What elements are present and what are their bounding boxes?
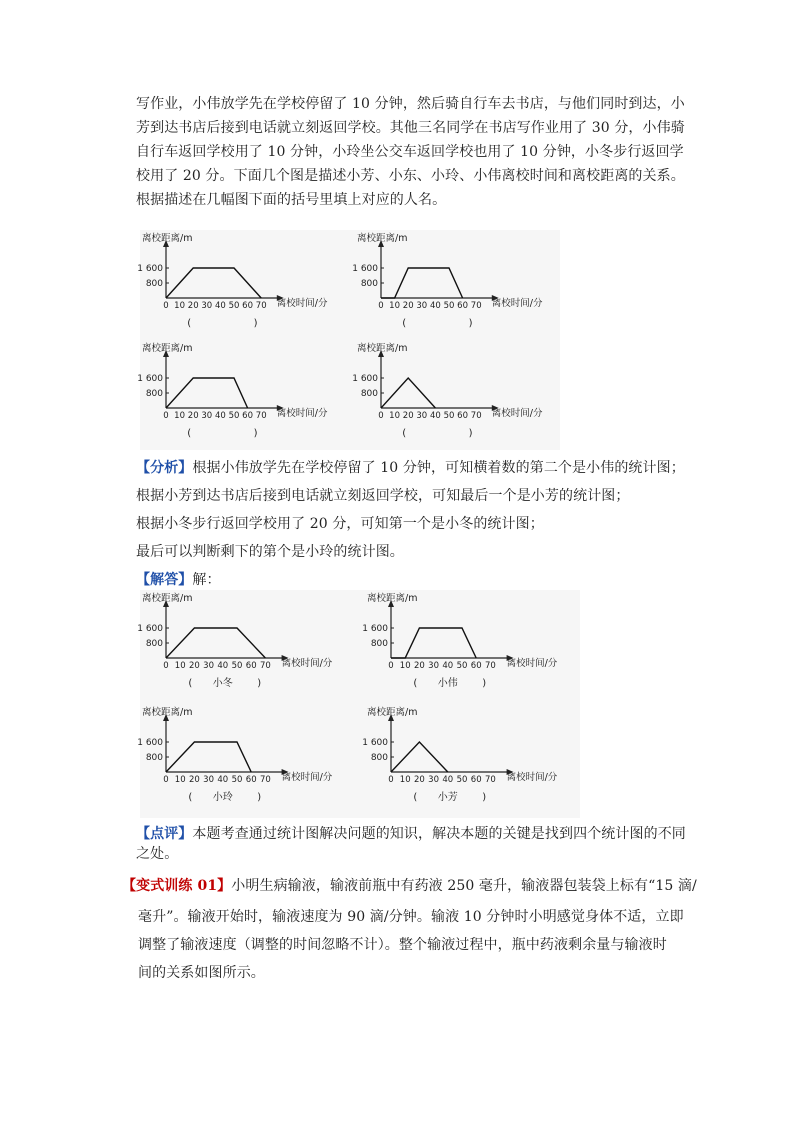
answer-bracket-right: ) xyxy=(257,792,262,803)
x-tick-label: 60 xyxy=(470,775,482,785)
y-axis-label: 离校距离/m xyxy=(367,707,418,718)
y-axis-label: 离校距离/m xyxy=(367,593,418,604)
y-axis-label: 离校距离/m xyxy=(142,593,193,604)
question-figure xyxy=(137,230,560,450)
x-tick-label: 70 xyxy=(484,775,496,785)
x-tick-label: 20 xyxy=(413,775,425,785)
variant-line: 间的关系如图所示。 xyxy=(138,965,265,981)
x-axis-label: 离校时间/分 xyxy=(491,408,543,419)
x-tick-label: 70 xyxy=(470,301,482,311)
distance-line xyxy=(381,378,435,408)
x-tick-label: 10 xyxy=(399,661,411,671)
x-tick-label: 50 xyxy=(231,775,243,785)
distance-line xyxy=(166,742,251,772)
answer-bracket-left: ( xyxy=(402,428,407,439)
x-axis-label: 离校时间/分 xyxy=(491,298,543,309)
x-tick-label: 0 xyxy=(388,661,394,671)
analysis-line: 根据小芳到达书店后接到电话就立刻返回学校，可知最后一个是小芳的统计图； xyxy=(136,488,630,504)
y-tick-label: 800 xyxy=(370,639,388,649)
x-tick-label: 40 xyxy=(429,411,441,421)
variant-block xyxy=(122,874,697,898)
y-tick-label: 800 xyxy=(145,639,163,649)
x-axis-label: 离校时间/分 xyxy=(281,772,333,783)
x-tick-label: 10 xyxy=(389,411,401,421)
x-axis-label: 离校时间/分 xyxy=(281,658,333,669)
x-tick-label: 10 xyxy=(174,775,186,785)
x-tick-label: 20 xyxy=(187,411,199,421)
answer-text: 解： xyxy=(192,572,221,588)
x-tick-label: 30 xyxy=(203,775,215,785)
question-chart-4 xyxy=(352,340,565,450)
question-chart-3 xyxy=(137,340,350,450)
x-tick-label: 30 xyxy=(416,411,428,421)
x-tick-label: 60 xyxy=(470,661,482,671)
x-tick-label: 30 xyxy=(416,301,428,311)
x-tick-label: 50 xyxy=(443,301,455,311)
x-tick-label: 20 xyxy=(402,411,414,421)
question-chart-2 xyxy=(352,230,565,340)
answer-bracket-left: ( xyxy=(187,428,192,439)
answer-bracket-right: ) xyxy=(468,318,473,329)
problem-line: 自行车返回学校用了 10 分钟，小玲坐公交车返回学校也用了 10 分钟，小冬步行返回学 xyxy=(136,144,684,160)
answer-tag: 【解答】 xyxy=(136,572,193,588)
x-tick-label: 40 xyxy=(442,775,454,785)
x-tick-label: 60 xyxy=(457,411,469,421)
y-axis-label: 离校距离/m xyxy=(357,343,408,354)
y-axis-label: 离校距离/m xyxy=(142,707,193,718)
answer-name: 小冬 xyxy=(212,678,233,689)
distance-line xyxy=(391,628,476,658)
y-tick-label: 800 xyxy=(360,389,378,399)
y-tick-label: 800 xyxy=(145,389,163,399)
x-tick-label: 50 xyxy=(443,411,455,421)
analysis-tag: 【分析】 xyxy=(136,460,193,476)
analysis-block xyxy=(136,456,685,592)
x-tick-label: 10 xyxy=(174,661,186,671)
x-axis-label: 离校时间/分 xyxy=(506,772,558,783)
x-tick-label: 40 xyxy=(214,301,226,311)
x-tick-label: 30 xyxy=(201,411,213,421)
variant-block-cont xyxy=(138,903,683,987)
y-tick-label: 1 600 xyxy=(137,374,163,384)
x-tick-label: 70 xyxy=(470,411,482,421)
answer-chart-3 xyxy=(137,704,360,818)
answer-chart-2 xyxy=(362,590,585,704)
problem-text xyxy=(136,92,685,212)
y-tick-label: 1 600 xyxy=(137,264,163,274)
x-tick-label: 10 xyxy=(174,411,186,421)
x-tick-label: 0 xyxy=(163,775,169,785)
x-tick-label: 20 xyxy=(187,301,199,311)
y-tick-label: 1 600 xyxy=(137,624,163,634)
x-tick-label: 0 xyxy=(163,411,169,421)
y-axis-label: 离校距离/m xyxy=(142,233,193,244)
x-tick-label: 0 xyxy=(163,661,169,671)
x-tick-label: 70 xyxy=(259,661,271,671)
x-tick-label: 50 xyxy=(456,661,468,671)
comment-line: 本题考查通过统计图解决问题的知识，解决本题的关键是找到四个统计图的不同 xyxy=(192,826,686,842)
answer-bracket-right: ) xyxy=(253,318,258,329)
answer-bracket-left: ( xyxy=(402,318,407,329)
answer-name: 小玲 xyxy=(212,792,233,803)
answer-bracket-left: ( xyxy=(413,792,418,803)
variant-line: 毫升”。输液开始时，输液速度为 90 滴/分钟。输液 10 分钟时小明感觉身体不适，立即 xyxy=(138,909,684,925)
x-tick-label: 50 xyxy=(231,661,243,671)
analysis-line: 根据小伟放学先在学校停留了 10 分钟，可知横着数的第二个是小伟的统计图； xyxy=(192,460,685,476)
y-tick-label: 800 xyxy=(360,279,378,289)
answer-bracket-right: ) xyxy=(253,428,258,439)
y-axis-label: 离校距离/m xyxy=(357,233,408,244)
comment-tag: 【点评】 xyxy=(136,826,193,842)
x-tick-label: 50 xyxy=(228,411,240,421)
distance-line xyxy=(391,742,448,772)
x-tick-label: 50 xyxy=(456,775,468,785)
y-tick-label: 800 xyxy=(145,753,163,763)
x-tick-label: 60 xyxy=(242,301,254,311)
answer-bracket-left: ( xyxy=(188,678,193,689)
x-tick-label: 70 xyxy=(484,661,496,671)
y-axis-label: 离校距离/m xyxy=(142,343,193,354)
x-tick-label: 0 xyxy=(163,301,169,311)
x-tick-label: 50 xyxy=(228,301,240,311)
x-tick-label: 20 xyxy=(188,661,200,671)
comment-line: 之处。 xyxy=(136,846,179,862)
y-tick-label: 1 600 xyxy=(352,374,378,384)
y-tick-label: 1 600 xyxy=(352,264,378,274)
x-tick-label: 20 xyxy=(188,775,200,785)
x-tick-label: 30 xyxy=(428,661,440,671)
distance-line xyxy=(381,268,463,298)
x-tick-label: 70 xyxy=(259,775,271,785)
x-axis-label: 离校时间/分 xyxy=(506,658,558,669)
x-tick-label: 20 xyxy=(413,661,425,671)
y-tick-label: 1 600 xyxy=(362,624,388,634)
x-tick-label: 10 xyxy=(399,775,411,785)
x-tick-label: 40 xyxy=(214,411,226,421)
analysis-line: 最后可以判断剩下的第个是小玲的统计图。 xyxy=(136,544,404,560)
x-tick-label: 60 xyxy=(245,775,257,785)
x-tick-label: 0 xyxy=(378,301,384,311)
x-tick-label: 30 xyxy=(201,301,213,311)
answer-bracket-right: ) xyxy=(468,428,473,439)
x-tick-label: 70 xyxy=(255,301,267,311)
x-axis-label: 离校时间/分 xyxy=(276,298,328,309)
analysis-line: 根据小冬步行返回学校用了 20 分，可知第一个是小冬的统计图； xyxy=(136,516,544,532)
distance-line xyxy=(166,628,265,658)
x-tick-label: 60 xyxy=(245,661,257,671)
answer-name: 小芳 xyxy=(437,792,458,803)
question-chart-1 xyxy=(137,230,350,340)
problem-line: 根据描述在几幅图下面的括号里填上对应的人名。 xyxy=(136,192,447,208)
comment-block-cont xyxy=(136,842,676,866)
variant-tag: 【变式训练 01】 xyxy=(122,878,232,894)
x-tick-label: 70 xyxy=(255,411,267,421)
x-tick-label: 0 xyxy=(378,411,384,421)
y-tick-label: 800 xyxy=(370,753,388,763)
problem-line: 校用了 20 分。下面几个图是描述小芳、小东、小玲、小伟离校时间和离校距离的关系。 xyxy=(136,168,685,184)
x-axis-label: 离校时间/分 xyxy=(276,408,328,419)
answer-bracket-right: ) xyxy=(257,678,262,689)
x-tick-label: 30 xyxy=(428,775,440,785)
y-tick-label: 800 xyxy=(145,279,163,289)
x-tick-label: 10 xyxy=(174,301,186,311)
answer-bracket-left: ( xyxy=(413,678,418,689)
answer-bracket-right: ) xyxy=(482,792,487,803)
x-tick-label: 0 xyxy=(388,775,394,785)
answer-chart-4 xyxy=(362,704,585,818)
answer-figure xyxy=(137,590,580,818)
answer-bracket-left: ( xyxy=(187,318,192,329)
x-tick-label: 20 xyxy=(402,301,414,311)
distance-line xyxy=(166,268,261,298)
x-tick-label: 30 xyxy=(203,661,215,671)
answer-bracket-left: ( xyxy=(188,792,193,803)
x-tick-label: 40 xyxy=(442,661,454,671)
answer-name: 小伟 xyxy=(437,678,458,689)
x-tick-label: 10 xyxy=(389,301,401,311)
variant-line: 小明生病输液，输液前瓶中有药液 250 毫升，输液器包装袋上标有“15 滴/ xyxy=(231,878,697,894)
variant-line: 调整了输液速度（调整的时间忽略不计）。整个输液过程中，瓶中药液剩余量与输液时 xyxy=(138,937,667,953)
y-tick-label: 1 600 xyxy=(137,738,163,748)
problem-line: 写作业，小伟放学先在学校停留了 10 分钟，然后骑自行车去书店，与他们同时到达，小 xyxy=(136,96,685,112)
x-tick-label: 40 xyxy=(429,301,441,311)
x-tick-label: 40 xyxy=(217,661,229,671)
answer-bracket-right: ) xyxy=(482,678,487,689)
problem-line: 芳到达书店后接到电话就立刻返回学校。其他三名同学在书店写作业用了 30 分，小伟骑 xyxy=(136,120,685,136)
x-tick-label: 60 xyxy=(457,301,469,311)
x-tick-label: 40 xyxy=(217,775,229,785)
y-tick-label: 1 600 xyxy=(362,738,388,748)
distance-line xyxy=(166,378,248,408)
answer-chart-1 xyxy=(137,590,360,704)
x-tick-label: 60 xyxy=(242,411,254,421)
